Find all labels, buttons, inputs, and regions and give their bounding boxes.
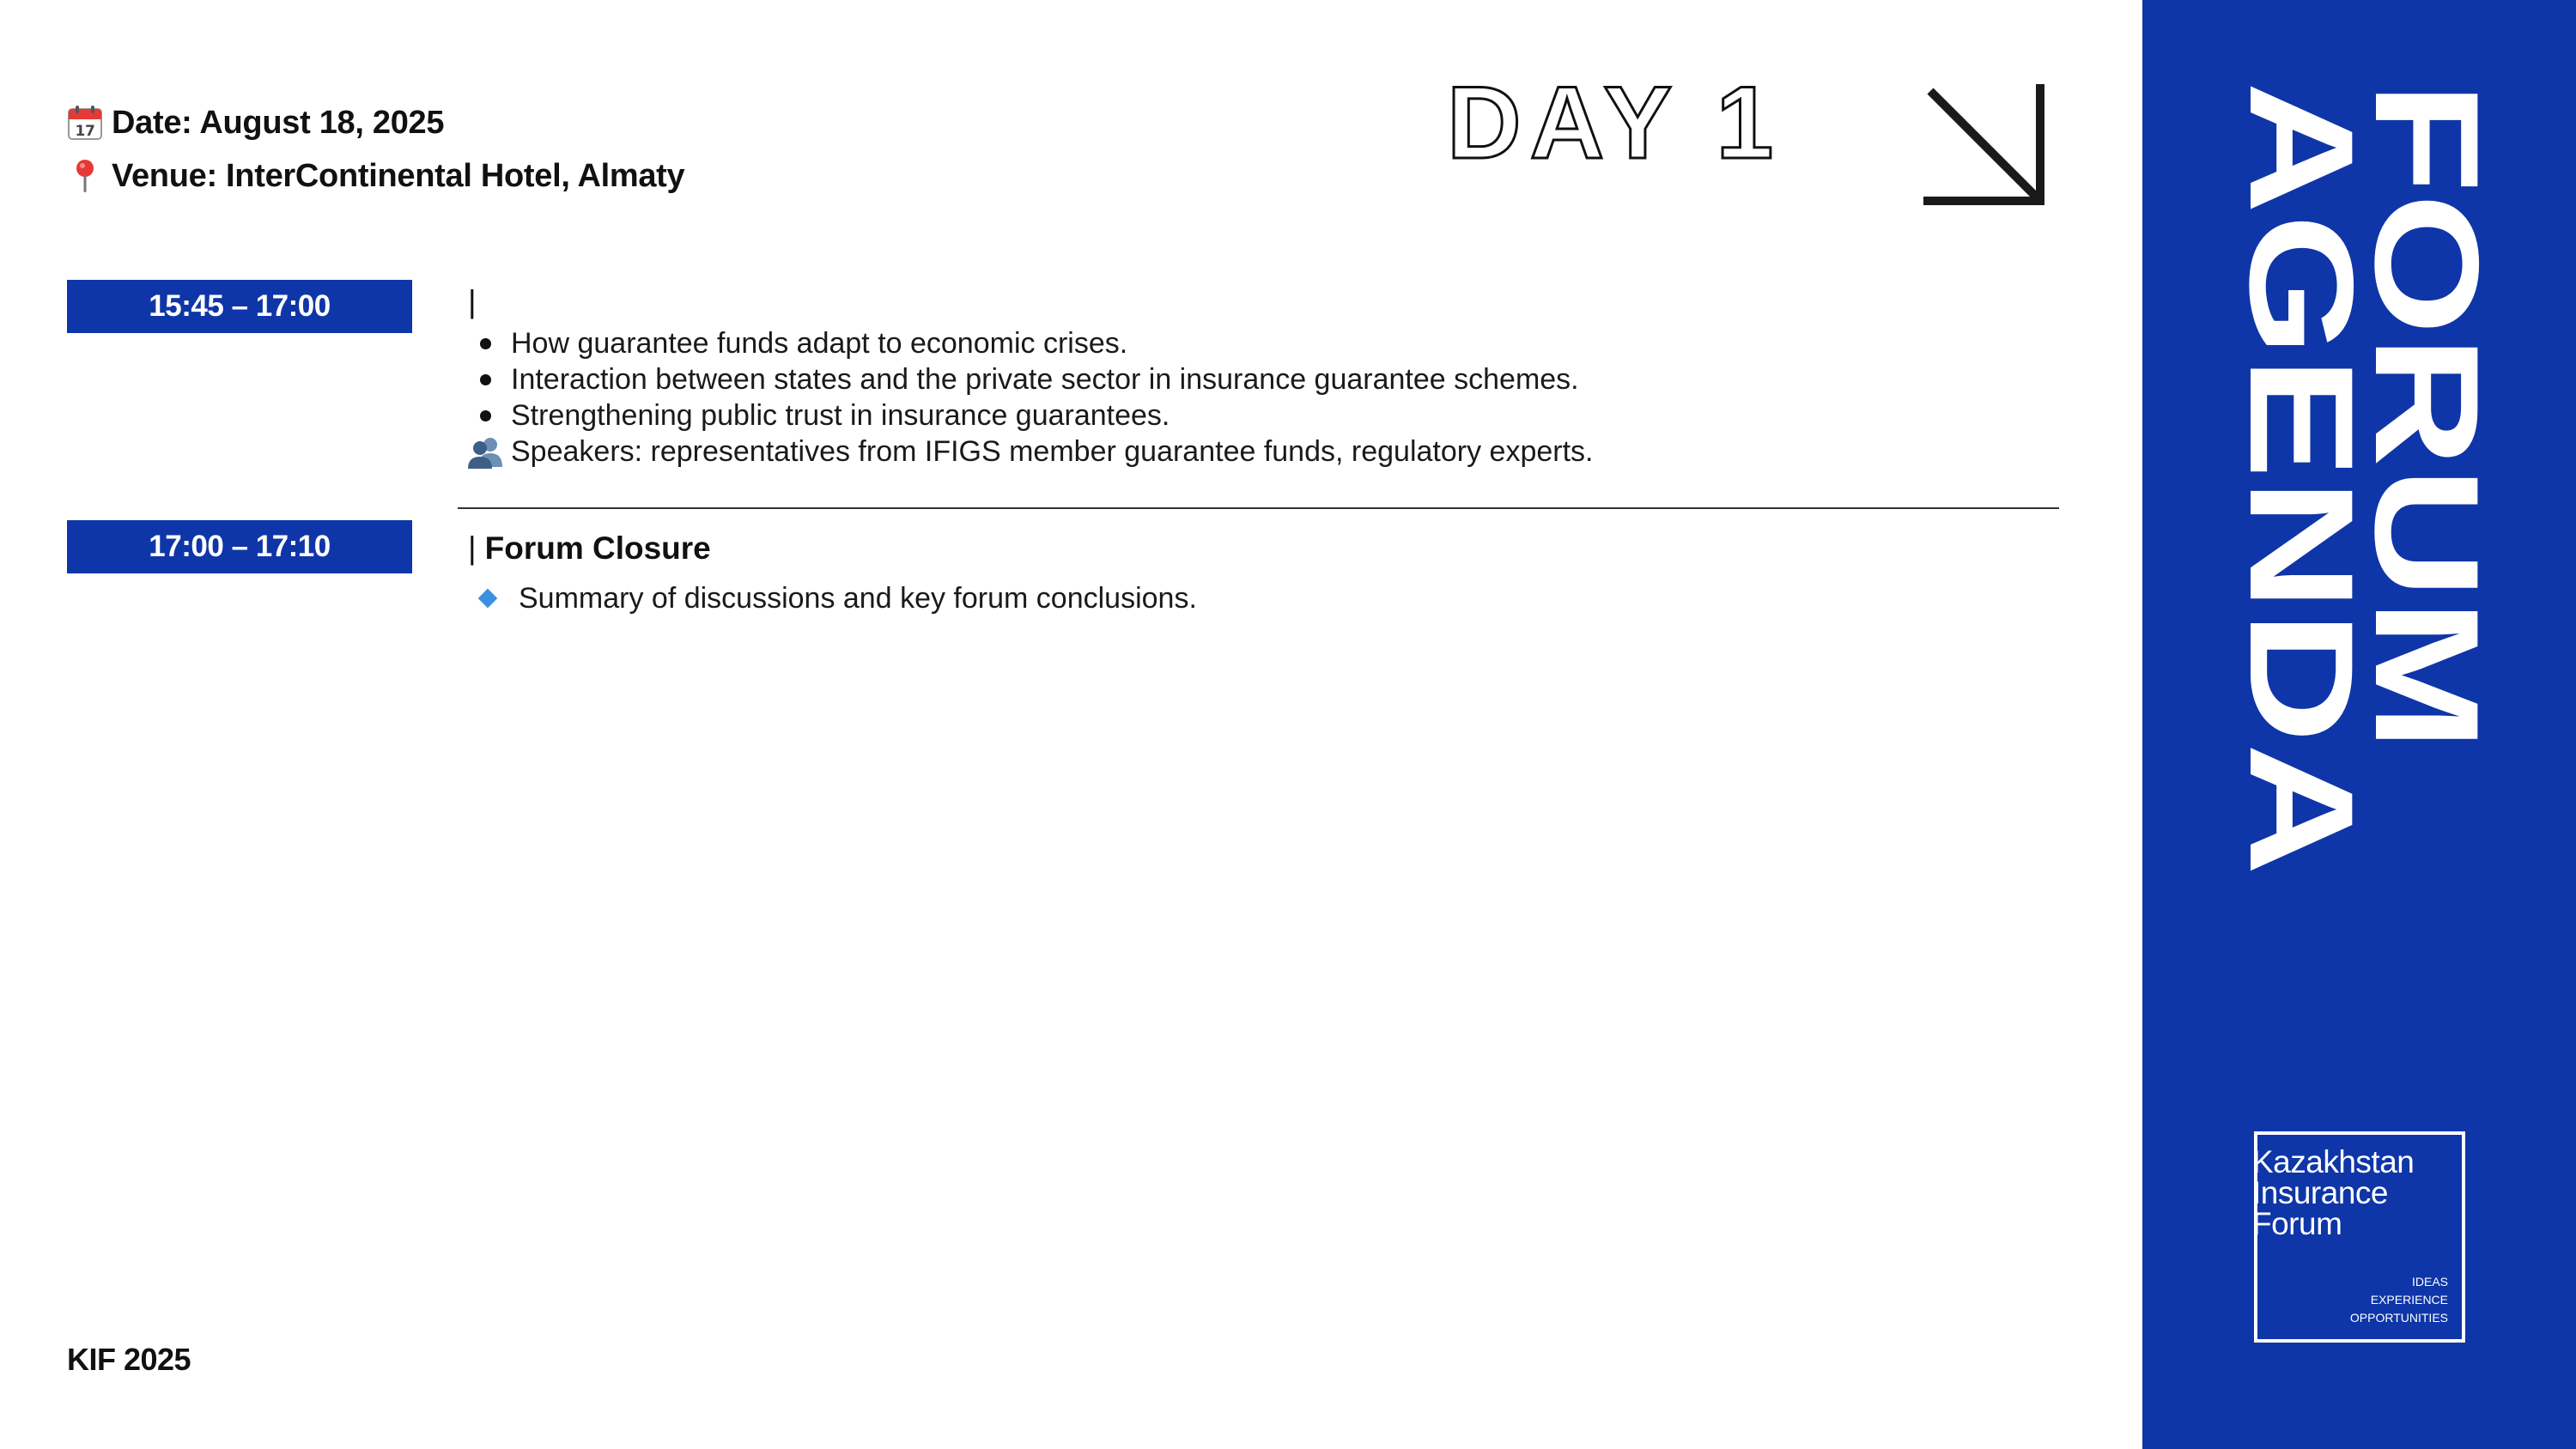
kif-logo bbox=[2254, 1131, 2465, 1343]
day-title bbox=[1447, 62, 1893, 191]
session-title bbox=[468, 279, 2057, 325]
logo-line: Insurance bbox=[2252, 1175, 2388, 1210]
bullet-dot bbox=[480, 374, 491, 385]
bullet-dot bbox=[480, 338, 491, 349]
bullet-text: Strengthening public trust in insurance guarantees. bbox=[511, 398, 1170, 432]
arrow-down-right-icon bbox=[1923, 84, 2048, 209]
logo-line: Forum bbox=[2252, 1206, 2342, 1241]
side-panel bbox=[2142, 0, 2576, 1449]
list-item bbox=[468, 325, 2057, 361]
bullet-text: Interaction between states and the private sector in insurance guarantee schemes. bbox=[511, 362, 1579, 396]
title-bar: | bbox=[468, 530, 477, 566]
forum-agenda-title bbox=[2219, 82, 2509, 880]
footer-label: KIF 2025 bbox=[67, 1342, 191, 1377]
venue-line bbox=[67, 149, 684, 203]
tagline-item: EXPERIENCE bbox=[2370, 1293, 2448, 1307]
list-item bbox=[468, 361, 2057, 397]
logo-tagline bbox=[2350, 1273, 2448, 1327]
session-title-text: Forum Closure bbox=[484, 530, 711, 566]
title-line-agenda: AGENDA bbox=[2219, 82, 2384, 722]
list-item bbox=[468, 580, 2057, 616]
venue-text: Venue: InterContinental Hotel, Almaty bbox=[112, 157, 685, 194]
svg-text:17: 17 bbox=[75, 123, 95, 140]
pin-icon bbox=[67, 158, 103, 194]
event-info bbox=[67, 96, 684, 203]
calendar-icon bbox=[67, 105, 103, 141]
speakers-text: Speakers: representatives from IFIGS member guarantee funds, regulatory experts. bbox=[511, 434, 1594, 468]
diamond-icon bbox=[478, 589, 498, 609]
title-line-forum: FORUM bbox=[2344, 82, 2509, 623]
day-title-text: DAY 1 bbox=[1447, 65, 1783, 180]
session-2 bbox=[468, 525, 2057, 616]
section-divider bbox=[458, 507, 2059, 509]
time-badge-session-2: 17:00 – 17:10 bbox=[67, 520, 412, 573]
session-title bbox=[468, 525, 2057, 572]
bullet-text: Summary of discussions and key forum conclusions. bbox=[519, 581, 1197, 615]
logo-line: Kazakhstan bbox=[2252, 1144, 2415, 1179]
tagline-item: OPPORTUNITIES bbox=[2349, 1311, 2448, 1325]
bullet-list bbox=[468, 325, 2057, 470]
list-item bbox=[468, 397, 2057, 433]
date-text: Date: August 18, 2025 bbox=[112, 104, 445, 141]
session-1 bbox=[468, 279, 2057, 470]
logo-wordmark bbox=[2252, 1144, 2415, 1241]
title-bar: | bbox=[468, 284, 477, 319]
bullet-list bbox=[468, 580, 2057, 616]
tagline-item: IDEAS bbox=[2411, 1275, 2448, 1288]
speakers-item bbox=[468, 433, 2057, 470]
time-badge-session-1: 15:45 – 17:00 bbox=[67, 280, 412, 333]
speakers-icon bbox=[468, 434, 502, 469]
date-line bbox=[67, 96, 684, 149]
bullet-text: How guarantee funds adapt to economic crises. bbox=[511, 326, 1128, 360]
bullet-dot bbox=[480, 410, 491, 421]
